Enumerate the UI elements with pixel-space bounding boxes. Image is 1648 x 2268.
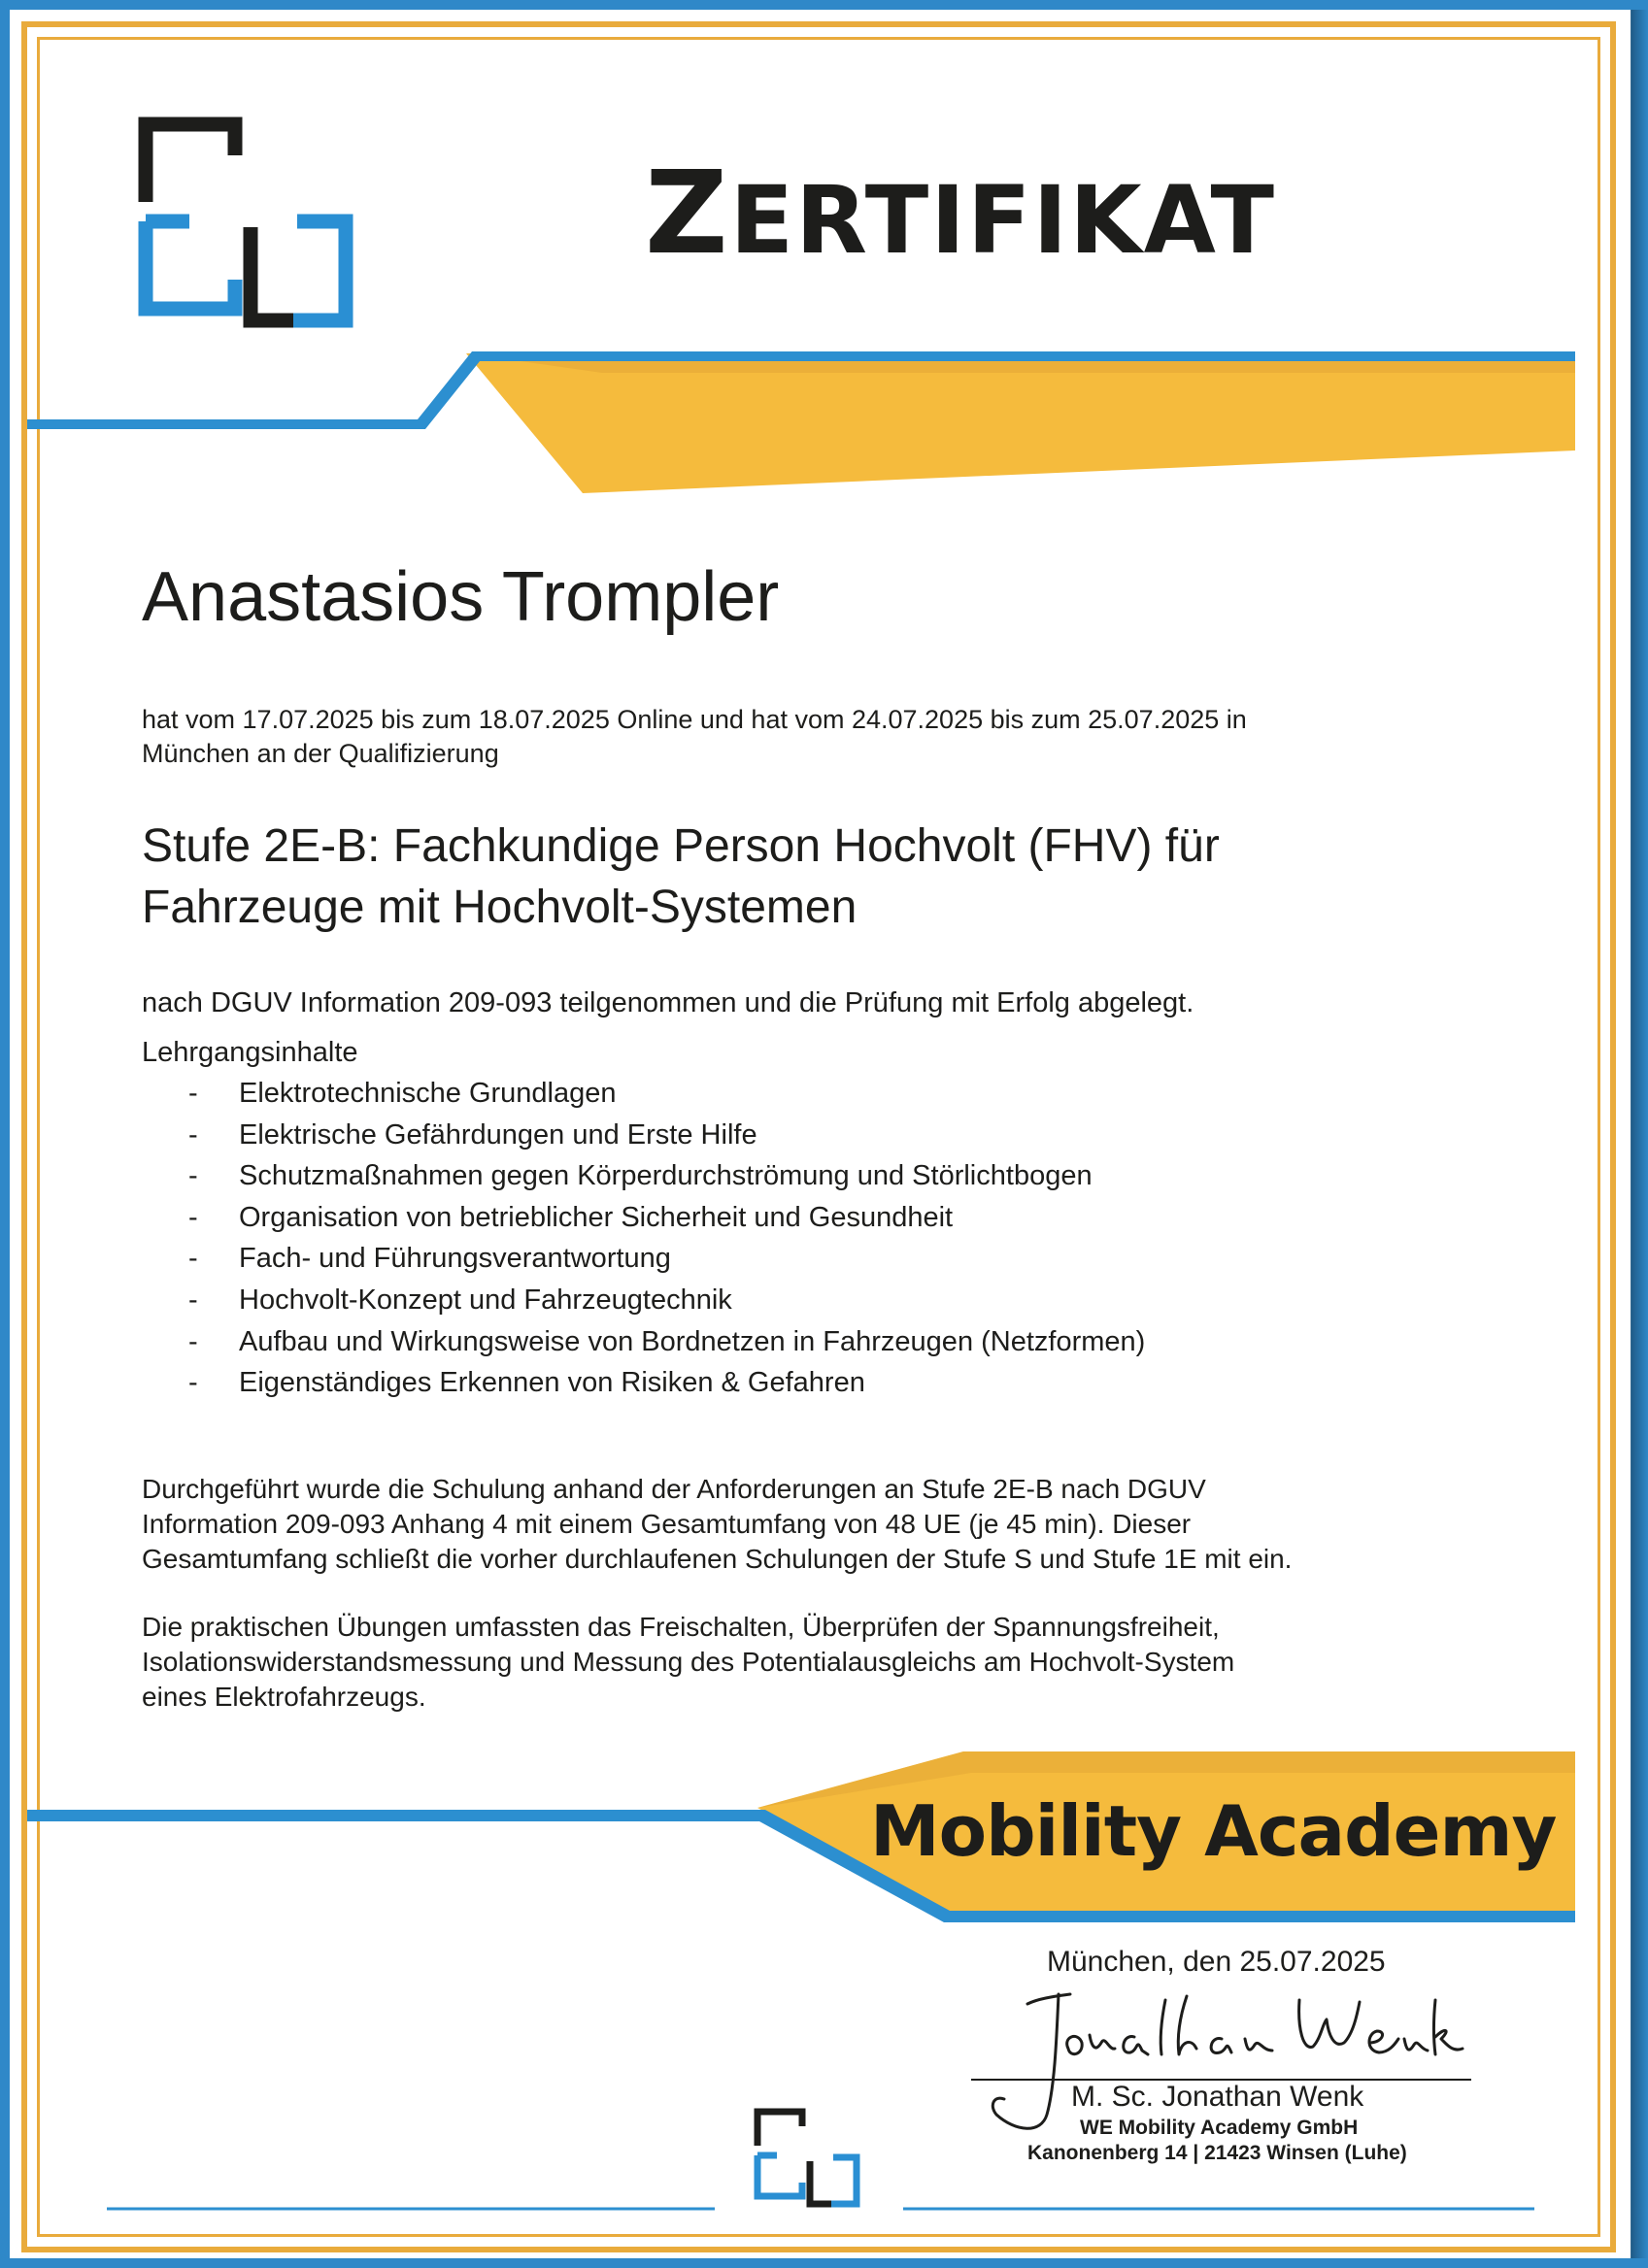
- details-line-1: Durchgeführt wurde die Schulung anhand der Anforderungen an Stufe 2E-B nach DGUV: [142, 1474, 1206, 1504]
- intro-line-1: hat vom 17.07.2025 bis zum 18.07.2025 Online und hat vom 24.07.2025 bis zum 25.07.2025 in: [142, 705, 1247, 734]
- list-item-text: Fach- und Führungsverantwortung: [239, 1243, 671, 1275]
- details-line-2: Information 209-093 Anhang 4 mit einem Gesamtumfang von 48 UE (je 45 min). Dieser: [142, 1509, 1192, 1539]
- contents-list: [142, 1073, 1145, 1404]
- list-marker: -: [188, 1160, 198, 1192]
- certificate-title: [645, 146, 1499, 280]
- list-item-text: Elektrotechnische Grundlagen: [239, 1078, 617, 1109]
- list-item-text: Schutzmaßnahmen gegen Körperdurchströmung und Störlichtbogen: [239, 1160, 1093, 1192]
- place-date: München, den 25.07.2025: [1047, 1946, 1386, 1978]
- practice-line-2: Isolationswiderstandsmessung und Messung des Potentialausgleichs am Hochvolt-System: [142, 1647, 1235, 1677]
- list-marker: -: [188, 1118, 198, 1151]
- list-item-text: Elektrische Gefährdungen und Erste Hilfe: [239, 1118, 757, 1151]
- list-item: [142, 1073, 1145, 1115]
- list-item: [142, 1155, 1145, 1197]
- list-marker: -: [188, 1367, 198, 1399]
- list-item-text: Hochvolt-Konzept und Fahrzeugtechnik: [239, 1284, 732, 1316]
- list-item: [142, 1362, 1145, 1404]
- title-initial: Z: [645, 146, 730, 280]
- title-rest: ERTIFIKAT: [729, 166, 1276, 275]
- bracket-logo-small-icon: [757, 2112, 857, 2204]
- list-item-text: Organisation von betrieblicher Sicherheit und Gesundheit: [239, 1201, 954, 1233]
- list-marker: -: [188, 1078, 198, 1109]
- recipient-name: Anastasios Trompler: [142, 558, 780, 636]
- list-item: [142, 1238, 1145, 1280]
- course-title: [142, 816, 1220, 938]
- list-item: [142, 1197, 1145, 1239]
- signer-address: Kanonenberg 14 | 21423 Winsen (Luhe): [1027, 2142, 1407, 2164]
- intro-line-2: München an der Qualifizierung: [142, 739, 499, 768]
- list-marker: -: [188, 1284, 198, 1316]
- list-item: [142, 1115, 1145, 1156]
- result-line: nach DGUV Information 209-093 teilgenommen und die Prüfung mit Erfolg abgelegt.: [142, 987, 1194, 1018]
- top-banner: [27, 351, 1575, 493]
- course-title-line-1: Stufe 2E-B: Fachkundige Person Hochvolt (FHV) für: [142, 820, 1220, 872]
- practice-line-1: Die praktischen Übungen umfassten das Freischalten, Überprüfen der Spannungsfreiheit,: [142, 1612, 1220, 1642]
- signer-name: M. Sc. Jonathan Wenk: [1071, 2081, 1364, 2113]
- list-marker: -: [188, 1201, 198, 1233]
- academy-name: Mobility Academy: [870, 1790, 1557, 1872]
- list-item-text: Eigenständiges Erkennen von Risiken & Gefahren: [239, 1367, 865, 1399]
- course-title-line-2: Fahrzeuge mit Hochvolt-Systemen: [142, 882, 858, 933]
- bracket-logo-icon: [146, 124, 346, 320]
- list-marker: -: [188, 1243, 198, 1275]
- practice-line-3: eines Elektrofahrzeugs.: [142, 1682, 426, 1712]
- list-item: [142, 1321, 1145, 1363]
- list-marker: -: [188, 1325, 198, 1357]
- signer-company: WE Mobility Academy GmbH: [1080, 2117, 1359, 2139]
- list-item-text: Aufbau und Wirkungsweise von Bordnetzen in Fahrzeugen (Netzformen): [239, 1325, 1146, 1357]
- details-line-3: Gesamtumfang schließt die vorher durchlaufenen Schulungen der Stufe S und Stufe 1E mit ein.: [142, 1544, 1293, 1574]
- list-item: [142, 1280, 1145, 1321]
- contents-label: Lehrgangsinhalte: [142, 1037, 358, 1068]
